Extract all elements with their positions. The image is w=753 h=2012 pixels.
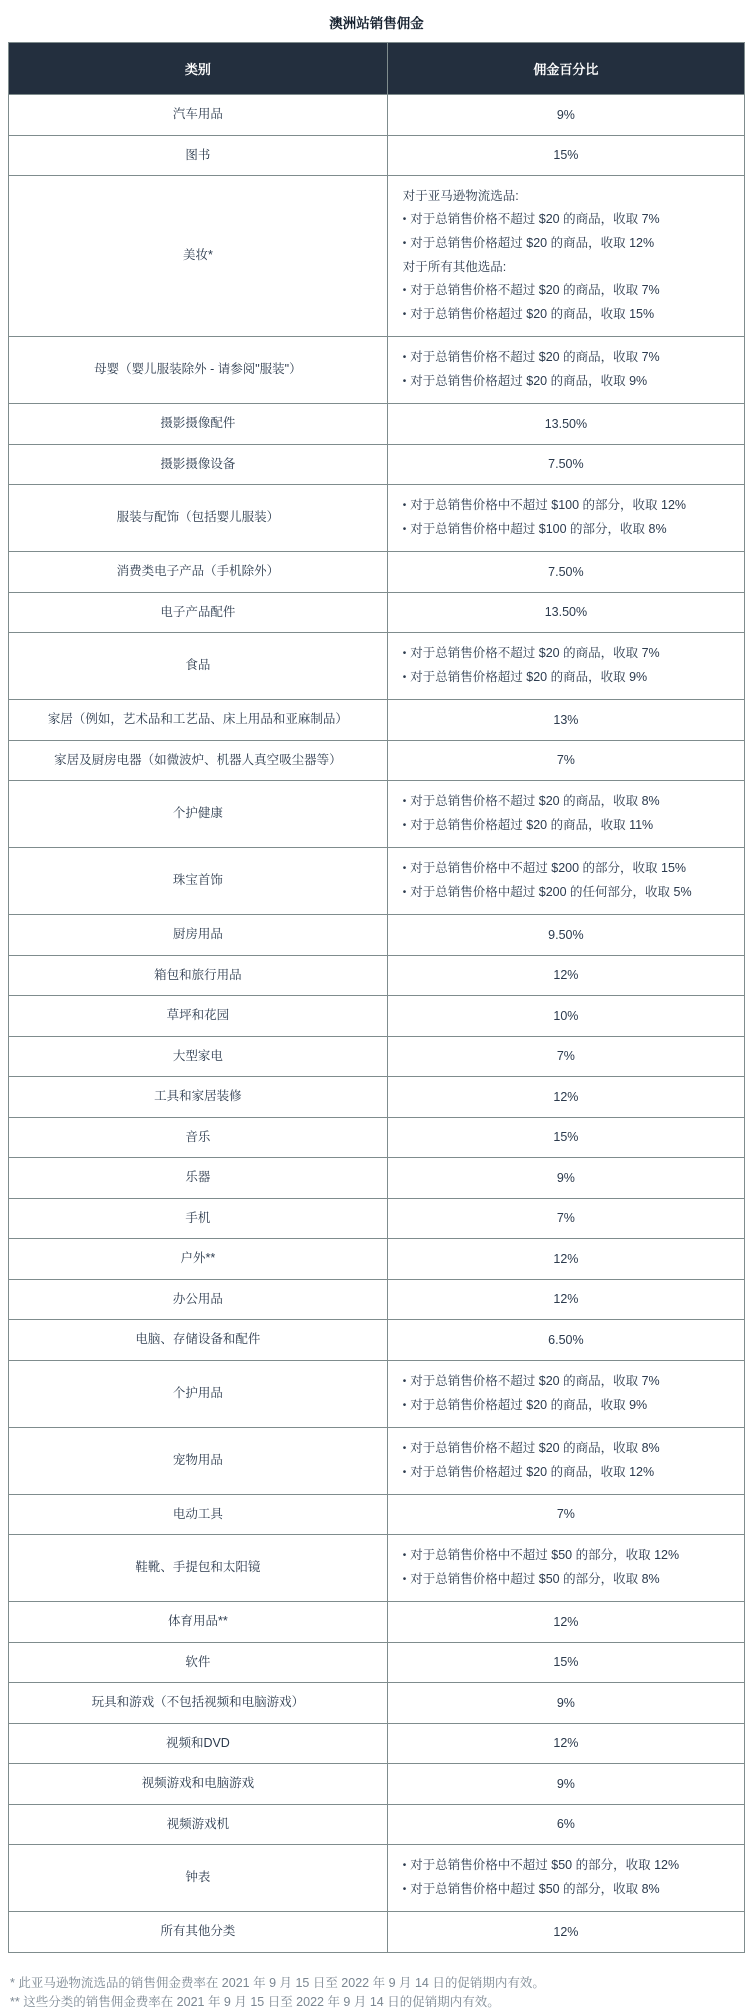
- table-row: [9, 444, 745, 485]
- rate-line-text: 对于总销售价格超过 $20 的商品，收取 12%: [410, 236, 654, 250]
- rate-line-text: 对于总销售价格中不超过 $100 的部分，收取 12%: [410, 498, 686, 512]
- rate-line-text: 对于总销售价格中不超过 $50 的部分，收取 12%: [410, 1548, 679, 1562]
- category-cell: 玩具和游戏（不包括视频和电脑游戏）: [9, 1683, 388, 1724]
- table-row: [9, 1360, 745, 1427]
- bullet-icon: •: [403, 214, 411, 225]
- rate-cell: 7%: [387, 1198, 744, 1239]
- category-cell: 服装与配饰（包括婴儿服装）: [9, 485, 388, 552]
- rate-line: [403, 1878, 734, 1902]
- table-row: [9, 740, 745, 781]
- rate-cell: [387, 485, 744, 552]
- table-row: [9, 1320, 745, 1361]
- table-row: [9, 1158, 745, 1199]
- category-cell: 消费类电子产品（手机除外）: [9, 552, 388, 593]
- rate-cell: 6%: [387, 1804, 744, 1845]
- category-cell: 视频游戏机: [9, 1804, 388, 1845]
- rate-cell: 12%: [387, 1077, 744, 1118]
- rate-line-text: 对于总销售价格超过 $20 的商品，收取 9%: [410, 670, 647, 684]
- rate-line-text: 对于亚马逊物流选品:: [403, 189, 519, 203]
- rate-line-text: 对于总销售价格不超过 $20 的商品，收取 7%: [410, 1374, 659, 1388]
- rate-cell: [387, 1845, 744, 1912]
- rate-line: [403, 790, 734, 814]
- table-row: [9, 915, 745, 956]
- rate-cell: [387, 848, 744, 915]
- page-title: 澳洲站销售佣金: [0, 0, 753, 42]
- column-header-rate: 佣金百分比: [387, 43, 744, 95]
- category-cell: 手机: [9, 1198, 388, 1239]
- category-cell: 美妆*: [9, 176, 388, 337]
- rate-line: [403, 232, 734, 256]
- table-row: [9, 1602, 745, 1643]
- category-cell: 家居及厨房电器（如微波炉、机器人真空吸尘器等）: [9, 740, 388, 781]
- table-row: [9, 1723, 745, 1764]
- table-row: [9, 1683, 745, 1724]
- rate-line-text: 对于总销售价格中超过 $200 的任何部分，收取 5%: [410, 885, 691, 899]
- rate-cell: 9%: [387, 1764, 744, 1805]
- table-header-row: [9, 43, 745, 95]
- rate-cell: 13.50%: [387, 404, 744, 445]
- bullet-icon: •: [403, 1884, 411, 1895]
- category-cell: 音乐: [9, 1117, 388, 1158]
- category-cell: 电动工具: [9, 1494, 388, 1535]
- rate-line-text: 对于所有其他选品:: [403, 260, 506, 274]
- bullet-icon: •: [403, 1467, 411, 1478]
- category-cell: 体育用品**: [9, 1602, 388, 1643]
- rate-line: [403, 208, 734, 232]
- category-cell: 摄影摄像设备: [9, 444, 388, 485]
- table-row: [9, 1845, 745, 1912]
- bullet-icon: •: [403, 524, 411, 535]
- rate-line: [403, 1370, 734, 1394]
- category-cell: 摄影摄像配件: [9, 404, 388, 445]
- rate-cell: [387, 781, 744, 848]
- rate-line-text: 对于总销售价格超过 $20 的商品，收取 11%: [410, 818, 653, 832]
- rate-line: [403, 185, 734, 208]
- category-cell: 箱包和旅行用品: [9, 955, 388, 996]
- table-row: [9, 1804, 745, 1845]
- rate-line: [403, 370, 734, 394]
- rate-line: [403, 814, 734, 838]
- rate-cell: [387, 1360, 744, 1427]
- category-cell: 个护健康: [9, 781, 388, 848]
- rate-line: [403, 1854, 734, 1878]
- rate-cell: 10%: [387, 996, 744, 1037]
- commission-table: [8, 42, 745, 1953]
- category-cell: 户外**: [9, 1239, 388, 1280]
- rate-cell: 12%: [387, 1239, 744, 1280]
- category-cell: 宠物用品: [9, 1427, 388, 1494]
- rate-cell: 7%: [387, 1036, 744, 1077]
- category-cell: 所有其他分类: [9, 1912, 388, 1953]
- rate-cell: 15%: [387, 135, 744, 176]
- rate-line-text: 对于总销售价格不超过 $20 的商品，收取 7%: [410, 212, 659, 226]
- category-cell: 视频和DVD: [9, 1723, 388, 1764]
- table-row: [9, 404, 745, 445]
- table-row: [9, 1117, 745, 1158]
- table-row: [9, 1279, 745, 1320]
- rate-line: [403, 642, 734, 666]
- rate-line: [403, 666, 734, 690]
- rate-line-text: 对于总销售价格中超过 $100 的部分，收取 8%: [410, 522, 666, 536]
- footnote-fba: * 此亚马逊物流选品的销售佣金费率在 2021 年 9 月 15 日至 2022 年 9 月 14 日的促销期内有效。: [10, 1974, 743, 1993]
- rate-line-text: 对于总销售价格不超过 $20 的商品，收取 7%: [410, 350, 659, 364]
- bullet-icon: •: [403, 1376, 411, 1387]
- rate-cell: [387, 1535, 744, 1602]
- rate-line: [403, 494, 734, 518]
- bullet-icon: •: [403, 285, 411, 296]
- rate-line: [403, 518, 734, 542]
- category-cell: 厨房用品: [9, 915, 388, 956]
- rate-cell: 6.50%: [387, 1320, 744, 1361]
- bullet-icon: •: [403, 863, 411, 874]
- rate-cell: 7%: [387, 740, 744, 781]
- rate-line: [403, 256, 734, 279]
- rate-line-text: 对于总销售价格中不超过 $200 的部分，收取 15%: [410, 861, 686, 875]
- rate-line-text: 对于总销售价格不超过 $20 的商品，收取 8%: [410, 1441, 659, 1455]
- rate-cell: 12%: [387, 1912, 744, 1953]
- rate-line-text: 对于总销售价格超过 $20 的商品，收取 9%: [410, 1398, 647, 1412]
- rate-line-text: 对于总销售价格不超过 $20 的商品，收取 7%: [410, 283, 659, 297]
- rate-line: [403, 1394, 734, 1418]
- rate-line-text: 对于总销售价格不超过 $20 的商品，收取 7%: [410, 646, 659, 660]
- rate-cell: 13.50%: [387, 592, 744, 633]
- rate-cell: 12%: [387, 1602, 744, 1643]
- rate-cell: 7.50%: [387, 552, 744, 593]
- rate-line: [403, 1437, 734, 1461]
- bullet-icon: •: [403, 648, 411, 659]
- rate-line: [403, 881, 734, 905]
- bullet-icon: •: [403, 887, 411, 898]
- category-cell: 汽车用品: [9, 95, 388, 136]
- table-row: [9, 1642, 745, 1683]
- bullet-icon: •: [403, 820, 411, 831]
- category-cell: 办公用品: [9, 1279, 388, 1320]
- bullet-icon: •: [403, 672, 411, 683]
- rate-line-text: 对于总销售价格中不超过 $50 的部分，收取 12%: [410, 1858, 679, 1872]
- rate-line-text: 对于总销售价格不超过 $20 的商品，收取 8%: [410, 794, 659, 808]
- rate-line: [403, 303, 734, 327]
- table-row: [9, 1198, 745, 1239]
- bullet-icon: •: [403, 500, 411, 511]
- bullet-icon: •: [403, 1550, 411, 1561]
- rate-cell: 12%: [387, 1279, 744, 1320]
- rate-cell: [387, 633, 744, 700]
- category-cell: 母婴（婴儿服装除外 - 请参阅"服装"）: [9, 337, 388, 404]
- rate-cell: 15%: [387, 1117, 744, 1158]
- table-row: [9, 1077, 745, 1118]
- table-row: [9, 781, 745, 848]
- category-cell: 大型家电: [9, 1036, 388, 1077]
- category-cell: 鞋靴、手提包和太阳镜: [9, 1535, 388, 1602]
- rate-cell: 9%: [387, 1683, 744, 1724]
- table-body: [9, 95, 745, 1953]
- category-cell: 个护用品: [9, 1360, 388, 1427]
- rate-line-text: 对于总销售价格超过 $20 的商品，收取 9%: [410, 374, 647, 388]
- rate-line: [403, 346, 734, 370]
- rate-cell: 12%: [387, 955, 744, 996]
- table-row: [9, 337, 745, 404]
- bullet-icon: •: [403, 1860, 411, 1871]
- rate-line: [403, 1568, 734, 1592]
- category-cell: 食品: [9, 633, 388, 700]
- rate-line-text: 对于总销售价格中超过 $50 的部分，收取 8%: [410, 1882, 659, 1896]
- table-row: [9, 135, 745, 176]
- category-cell: 珠宝首饰: [9, 848, 388, 915]
- table-row: [9, 552, 745, 593]
- rate-cell: 15%: [387, 1642, 744, 1683]
- rate-cell: 9%: [387, 1158, 744, 1199]
- table-row: [9, 1764, 745, 1805]
- bullet-icon: •: [403, 1400, 411, 1411]
- bullet-icon: •: [403, 238, 411, 249]
- category-cell: 乐器: [9, 1158, 388, 1199]
- table-row: [9, 485, 745, 552]
- rate-cell: 7%: [387, 1494, 744, 1535]
- rate-cell: [387, 337, 744, 404]
- rate-line: [403, 1461, 734, 1485]
- bullet-icon: •: [403, 309, 411, 320]
- category-cell: 电子产品配件: [9, 592, 388, 633]
- category-cell: 草坪和花园: [9, 996, 388, 1037]
- rate-cell: [387, 176, 744, 337]
- rate-cell: 9%: [387, 95, 744, 136]
- table-row: [9, 700, 745, 741]
- table-row: [9, 1535, 745, 1602]
- rate-cell: 12%: [387, 1723, 744, 1764]
- rate-cell: 7.50%: [387, 444, 744, 485]
- table-row: [9, 848, 745, 915]
- table-row: [9, 955, 745, 996]
- rate-cell: [387, 1427, 744, 1494]
- category-cell: 电脑、存储设备和配件: [9, 1320, 388, 1361]
- rate-line-text: 对于总销售价格超过 $20 的商品，收取 15%: [410, 307, 654, 321]
- category-cell: 工具和家居装修: [9, 1077, 388, 1118]
- bullet-icon: •: [403, 352, 411, 363]
- category-cell: 软件: [9, 1642, 388, 1683]
- bullet-icon: •: [403, 796, 411, 807]
- rate-line-text: 对于总销售价格超过 $20 的商品，收取 12%: [410, 1465, 654, 1479]
- category-cell: 视频游戏和电脑游戏: [9, 1764, 388, 1805]
- bullet-icon: •: [403, 1443, 411, 1454]
- table-row: [9, 1912, 745, 1953]
- table-row: [9, 996, 745, 1037]
- table-row: [9, 1036, 745, 1077]
- rate-cell: 9.50%: [387, 915, 744, 956]
- footnotes: [10, 1974, 743, 2012]
- table-row: [9, 95, 745, 136]
- table-row: [9, 1494, 745, 1535]
- bullet-icon: •: [403, 1574, 411, 1585]
- rate-line: [403, 1544, 734, 1568]
- table-row: [9, 1427, 745, 1494]
- category-cell: 家居（例如，艺术品和工艺品、床上用品和亚麻制品）: [9, 700, 388, 741]
- table-row: [9, 633, 745, 700]
- rate-line-text: 对于总销售价格中超过 $50 的部分，收取 8%: [410, 1572, 659, 1586]
- table-row: [9, 1239, 745, 1280]
- footnote-categories: ** 这些分类的销售佣金费率在 2021 年 9 月 15 日至 2022 年 9 月 14 日的促销期内有效。: [10, 1993, 743, 2012]
- rate-cell: 13%: [387, 700, 744, 741]
- bullet-icon: •: [403, 376, 411, 387]
- category-cell: 图书: [9, 135, 388, 176]
- table-row: [9, 592, 745, 633]
- rate-line: [403, 279, 734, 303]
- category-cell: 钟表: [9, 1845, 388, 1912]
- rate-line: [403, 857, 734, 881]
- column-header-category: 类别: [9, 43, 388, 95]
- table-row: [9, 176, 745, 337]
